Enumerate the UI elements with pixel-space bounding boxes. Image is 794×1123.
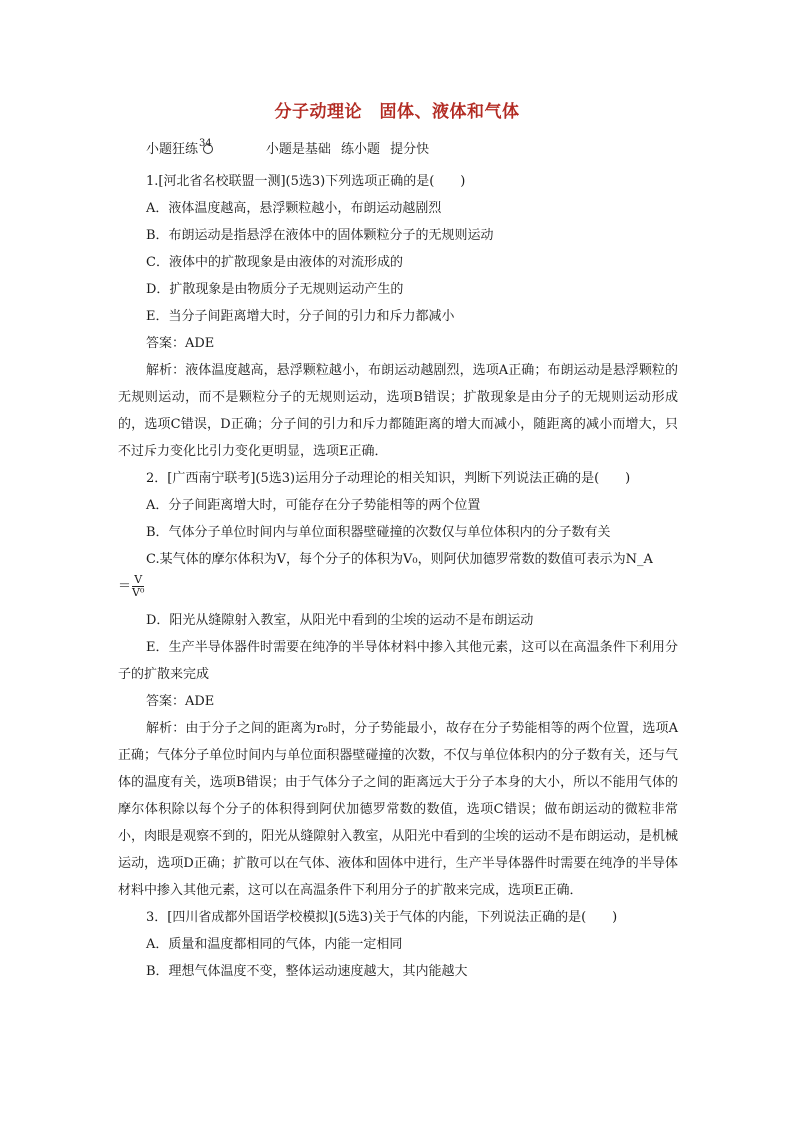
q3-option-b: B．理想气体温度不变，整体运动速度越大，其内能越大 xyxy=(146,964,468,979)
q2-stem: 2．[广西南宁联考](5选3)运用分子动理论的相关知识，判断下列说法正确的是( ) xyxy=(146,471,631,486)
q1-option-c: C．液体中的扩散现象是由液体的对流形成的 xyxy=(146,255,403,270)
clock-icon xyxy=(203,144,213,154)
q2-answer: 答案：ADE xyxy=(146,694,215,709)
section-label: 小题狂练 xyxy=(146,142,199,157)
formula-numerator: V xyxy=(132,574,144,587)
q1-option-b: B．布朗运动是指悬浮在液体中的固体颗粒分子的无规则运动 xyxy=(146,228,494,243)
q2-option-d: D．阳光从缝隙射入教室，从阳光中看到的尘埃的运动不是布朗运动 xyxy=(146,613,534,628)
q2-option-e: E．生产半导体器件时需要在纯净的半导体材料中掺入其他元素，这可以在高温条件下利用分子的扩散来完成 xyxy=(118,640,678,682)
section-intro xyxy=(146,138,429,157)
q2-option-c: C.某气体的摩尔体积为V，每个分子的体积为V₀，则阿伏加德罗常数的数值可表示为N_A xyxy=(146,552,653,567)
document-title: 分子动理论 固体、液体和气体 xyxy=(274,102,520,122)
q1-analysis: 解析：液体温度越高，悬浮颗粒越小，布朗运动越剧烈，选项A正确；布朗运动是悬浮颗粒的无规则运动，而不是颗粒分子的无规则运动，选项B错误；扩散现象是由分子的无规则运动形成的，选项C错误，D正确；分子间的引力和斥力都随距离的增大而减小，随距离的减小而增大，只不过斥力变化比引力变化更明显，选项E正确． xyxy=(118,363,678,459)
questions xyxy=(118,168,678,985)
formula-fraction xyxy=(132,574,144,599)
formula-equals: ＝ xyxy=(118,578,132,594)
q1-option-a: A．液体温度越高，悬浮颗粒越小，布朗运动越剧烈 xyxy=(146,201,442,216)
q1-stem: 1.[河北省名校联盟一测](5选3)下列选项正确的是( ) xyxy=(146,174,466,189)
q2-option-a: A．分子间距离增大时，可能存在分子势能相等的两个位置 xyxy=(146,498,481,513)
q1-option-e: E．当分子间距离增大时，分子间的引力和斥力都减小 xyxy=(146,309,455,324)
section-number: 34 xyxy=(199,138,212,149)
q3-option-a: A．质量和温度都相同的气体，内能一定相同 xyxy=(146,937,403,952)
q1-answer: 答案：ADE xyxy=(146,336,215,351)
q1-option-d: D．扩散现象是由物质分子无规则运动产生的 xyxy=(146,282,404,297)
section-slogan: 小题是基础 练小题 提分快 xyxy=(265,142,430,157)
q3-stem: 3．[四川省成都外国语学校模拟](5选3)关于气体的内能，下列说法正确的是( ) xyxy=(146,910,618,925)
q2-formula xyxy=(118,573,678,607)
formula-denominator: V⁰ xyxy=(132,586,145,599)
q2-analysis: 解析：由于分子之间的距离为r₀时，分子势能最小，故存在分子势能相等的两个位置，选项A正确；气体分子单位时间内与单位面积器壁碰撞的次数，不仅与单位体积内的分子数有关，还与气体的温度有关，选项B错误；由于气体分子之间的距离远大于分子本身的大小，所以不能用气体的摩尔体积除以每个分子的体积得到阿伏加德罗常数的数值，选项C错误；做布朗运动的微粒非常小，肉眼是观察不到的，阳光从缝隙射入教室，从阳光中看到的尘埃的运动不是布朗运动，是机械运动，选项D正确；扩散可以在气体、液体和固体中进行，生产半导体器件时需要在纯净的半导体材料中掺入其他元素，这可以在高温条件下利用分子的扩散来完成，选项E正确． xyxy=(118,721,678,898)
q2-option-b: B．气体分子单位时间内与单位面积器壁碰撞的次数仅与单位体积内的分子数有关 xyxy=(146,525,611,540)
